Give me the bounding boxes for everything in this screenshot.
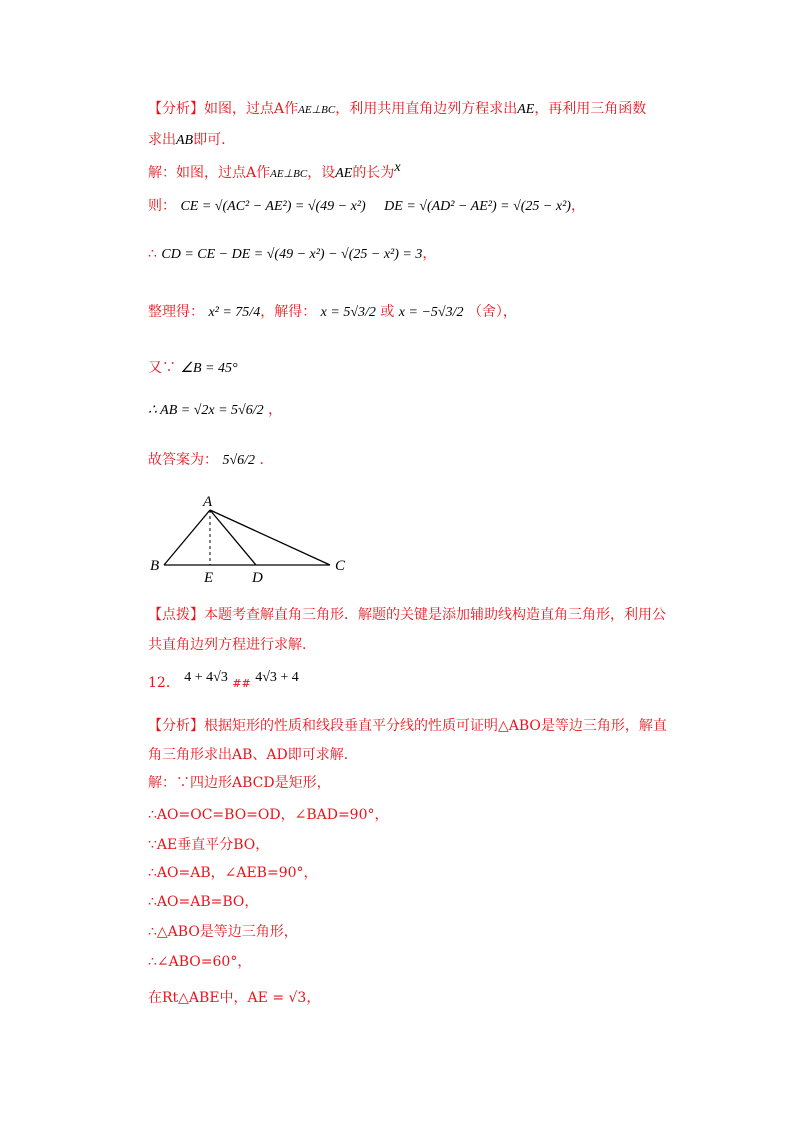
ab-line <box>148 400 282 421</box>
equation-x-negative: x = −5√3/2 <box>398 305 464 320</box>
period: . <box>259 452 264 468</box>
label-b: B <box>150 558 160 574</box>
equation-cd: ∴ CD = CE − DE = √(49 − x²) − √(25 − x²) = 3， <box>148 246 437 262</box>
analysis-tag: 【分析】 <box>148 718 204 734</box>
text: 的长为 <box>352 165 395 181</box>
text: 根据矩形的性质和线段垂直平分线的性质可证明△ABO是等边三角形，解直 <box>204 718 667 734</box>
math-x: x <box>394 160 401 175</box>
step-3 <box>148 835 269 855</box>
equation-ab: ∴ AB = √2x = 5√6/2 <box>148 403 264 418</box>
side-ac <box>210 510 330 565</box>
text: 共直角边列方程进行求解. <box>148 637 307 653</box>
separator: ## <box>232 677 251 690</box>
answer-2: 4√3 + 4 <box>255 670 299 685</box>
therefore-symbol: ∴ <box>148 246 157 262</box>
solution-line <box>148 158 401 184</box>
text: ，再利用三角函数 <box>534 101 647 117</box>
triangle-diagram <box>140 490 370 590</box>
text-zhengli: 整理得： <box>148 304 204 320</box>
math-ae: AE <box>517 102 535 117</box>
label-e: E <box>204 570 214 586</box>
equation-ce-de: 则： CE = √(AC² − AE²) = √(49 − x²) DE = √(AD² − AE²) = √(25 − x²)， <box>148 198 585 214</box>
segment-ad <box>210 510 256 565</box>
solve-line <box>148 302 517 323</box>
step-1 <box>148 773 331 793</box>
hint-line-1 <box>148 605 666 625</box>
side-ab <box>164 510 210 565</box>
text: ∴AO=AB=BO， <box>148 894 259 910</box>
math-ae-perp-bc: AE⊥BC <box>270 168 308 180</box>
hint-tag: 【点拨】 <box>148 607 204 623</box>
math-ae-perp-bc: AE⊥BC <box>298 104 336 116</box>
text: 本题考查解直角三角形．解题的关键是添加辅助线构造直角三角形，利用公 <box>204 607 666 623</box>
step-4 <box>148 863 318 883</box>
text: 求出 <box>148 132 176 148</box>
answer-1: 4 + 4√3 <box>184 670 228 685</box>
text: 即可. <box>193 132 226 148</box>
comma: ， <box>268 402 283 418</box>
analysis-tag: 【分析】 <box>148 101 204 117</box>
answer-value: 5√6/2 <box>222 453 256 468</box>
equation-ce: CE = √(AC² − AE²) = √(49 − x²) <box>180 199 366 214</box>
step-2 <box>148 805 389 825</box>
text: ∴AO=AB，∠AEB=90°， <box>148 865 318 881</box>
label-d: D <box>252 570 263 586</box>
text: ∵AE垂直平分BO， <box>148 837 270 853</box>
text: 在Rt△ABE中，AE = √3， <box>148 990 321 1006</box>
equation-angle-b: ∠B = 45° <box>180 361 238 376</box>
analysis-line-1 <box>148 99 646 120</box>
text: 如图，过点A作 <box>204 101 299 117</box>
hint-line-2 <box>148 635 306 655</box>
answer-label: 故答案为： <box>148 452 218 468</box>
label-c: C <box>335 558 346 574</box>
text: 解：如图，过点A作 <box>148 165 271 181</box>
math-ab: AB <box>176 133 194 148</box>
text-she: （舍）， <box>467 304 517 320</box>
step-5 <box>148 892 258 912</box>
text-jiede: ，解得： <box>260 304 317 320</box>
text: ，设 <box>307 165 336 181</box>
question-number: 12． <box>148 675 180 691</box>
math-ae: AE <box>335 166 353 181</box>
analysis2-line-2 <box>148 745 348 765</box>
text: 角三角形求出AB、AD即可求解. <box>148 747 349 763</box>
equation-x-positive: x = 5√3/2 <box>320 305 376 320</box>
text: ∴AO=OC=BO=OD，∠BAD=90°， <box>148 807 389 823</box>
step-7 <box>148 952 251 972</box>
equation-de: DE = √(AD² − AE²) = √(25 − x²) <box>384 199 571 214</box>
angle-b-line <box>148 358 238 379</box>
text: ∴∠ABO=60°， <box>148 954 252 970</box>
step-8 <box>148 988 320 1008</box>
text: 解：∵四边形ABCD是矩形， <box>148 775 331 791</box>
step-6 <box>148 922 298 942</box>
equation-cd-value: CD = CE − DE = √(49 − x²) − √(25 − x²) = 3 <box>161 247 423 262</box>
question-12 <box>148 668 299 694</box>
text-ze: 则： <box>148 198 176 214</box>
text-huo: 或 <box>380 304 395 320</box>
label-a: A <box>203 494 213 510</box>
text: ∴△ABO是等边三角形， <box>148 924 298 940</box>
text: ，利用共用直角边列方程求出 <box>335 101 518 117</box>
answer-line <box>148 450 264 471</box>
analysis2-line-1 <box>148 716 667 736</box>
equation-x-squared: x² = 75/4 <box>208 305 261 320</box>
analysis-line-2 <box>148 130 226 151</box>
text-you: 又∵ <box>148 360 176 376</box>
